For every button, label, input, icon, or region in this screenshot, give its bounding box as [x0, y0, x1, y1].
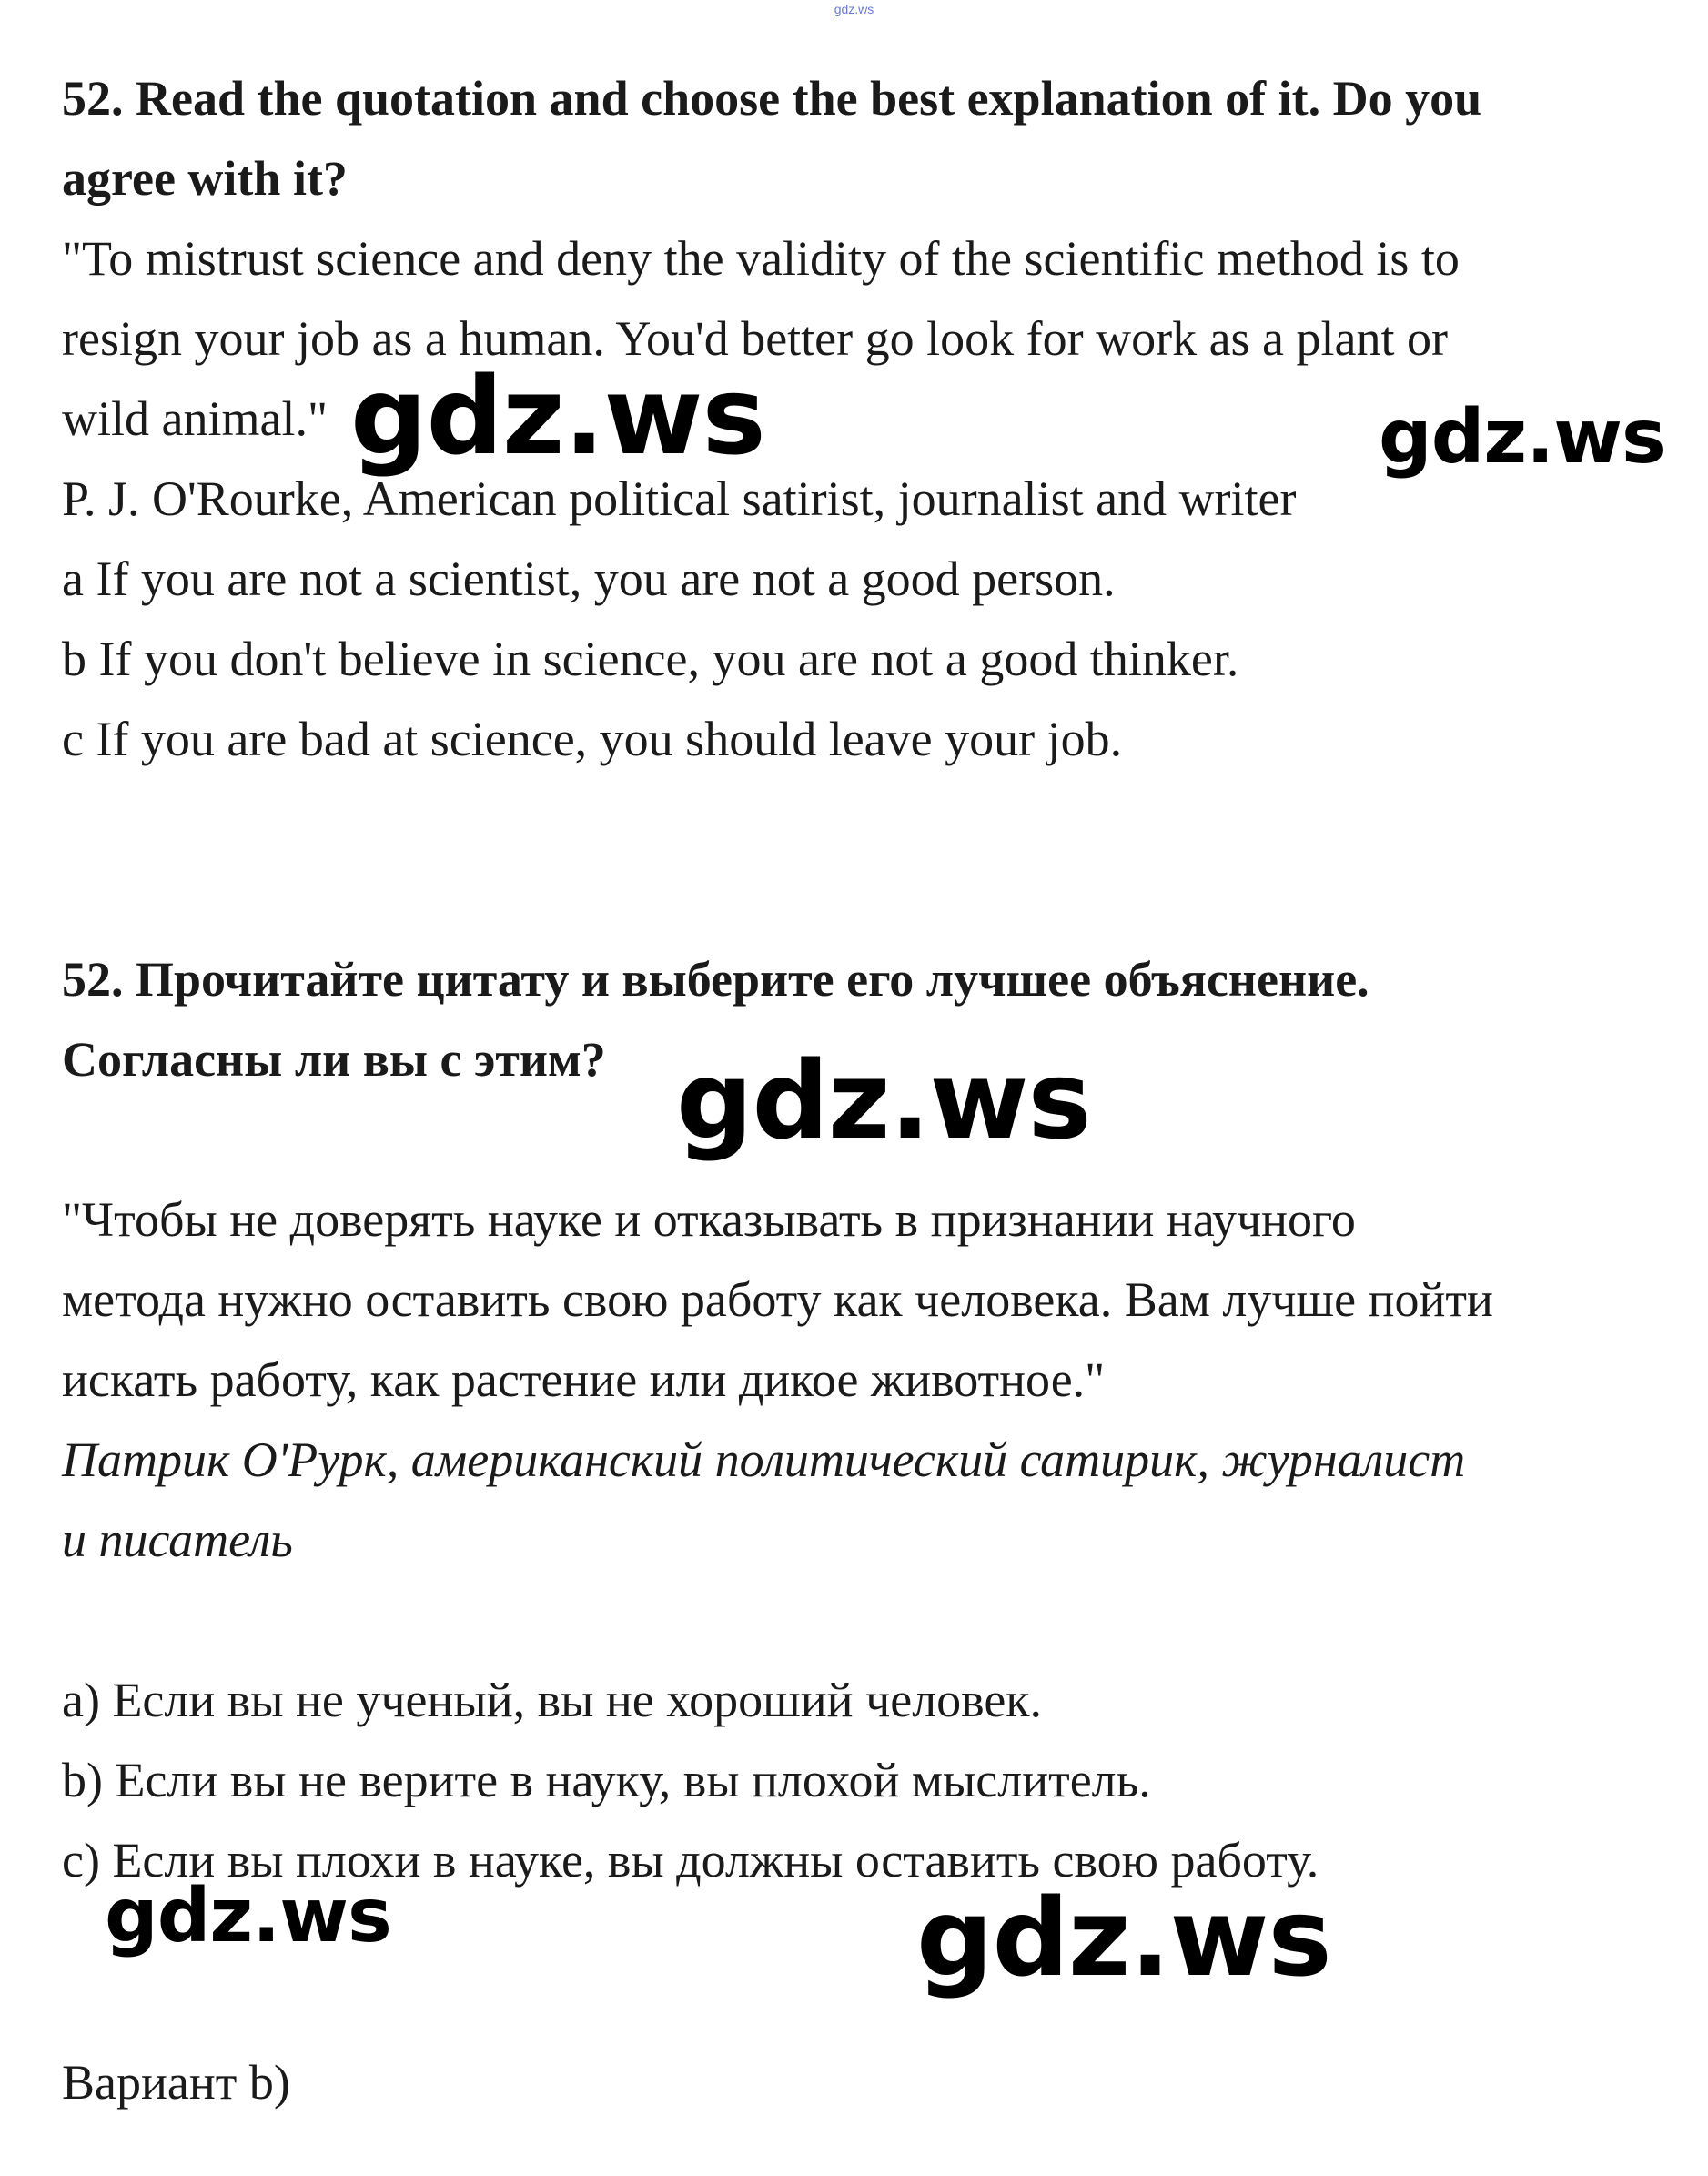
russian-author-line-1: Патрик О'Рурк, американский политический сатирик, журналист — [62, 1432, 1466, 1487]
english-author: P. J. O'Rourke, American political satirist, journalist and writer — [62, 471, 1297, 526]
russian-option-c: c) Если вы плохи в науке, вы должны оставить свою работу. — [62, 1833, 1319, 1888]
english-option-a: a If you are not a scientist, you are not a good person. — [62, 552, 1116, 606]
russian-heading-line-1: 52. Прочитайте цитату и выберите его лучшее объяснение. — [62, 952, 1369, 1007]
english-quote-line-1: "To mistrust science and deny the validity of the scientific method is to — [62, 231, 1460, 286]
russian-author-line-2: и писатель — [62, 1513, 293, 1567]
russian-option-b: b) Если вы не верите в науку, вы плохой мыслитель. — [62, 1753, 1151, 1807]
english-option-b: b If you don't believe in science, you are not a good thinker. — [62, 632, 1239, 686]
english-heading-line-1: 52. Read the quotation and choose the best explanation of it. Do you — [62, 71, 1482, 126]
english-option-c: c If you are bad at science, you should leave your job. — [62, 712, 1123, 766]
russian-quote-line-3: искать работу, как растение или дикое животное." — [62, 1352, 1106, 1407]
watermark-2: gdz.ws — [1379, 394, 1665, 481]
page-header-site: gdz.ws — [834, 2, 874, 16]
english-quote-line-3: wild animal." — [62, 391, 328, 446]
russian-heading-line-2: Согласны ли вы с этим? — [62, 1032, 606, 1087]
watermark-3: gdz.ws — [676, 1037, 1091, 1163]
watermark-4: gdz.ws — [105, 1873, 391, 1959]
watermark-1: gdz.ws — [350, 353, 765, 479]
watermark-5: gdz.ws — [916, 1875, 1331, 2000]
russian-option-a: a) Если вы не ученый, вы не хороший человек. — [62, 1673, 1043, 1727]
english-quote-line-2: resign your job as a human. You'd better go look for work as a plant or — [62, 311, 1448, 366]
russian-quote-line-1: "Чтобы не доверять науке и отказывать в признании научного — [62, 1192, 1356, 1247]
answer-text: Вариант b) — [62, 2055, 290, 2110]
russian-quote-line-2: метода нужно оставить свою работу как человека. Вам лучше пойти — [62, 1272, 1493, 1327]
english-heading-line-2: agree with it? — [62, 151, 348, 206]
